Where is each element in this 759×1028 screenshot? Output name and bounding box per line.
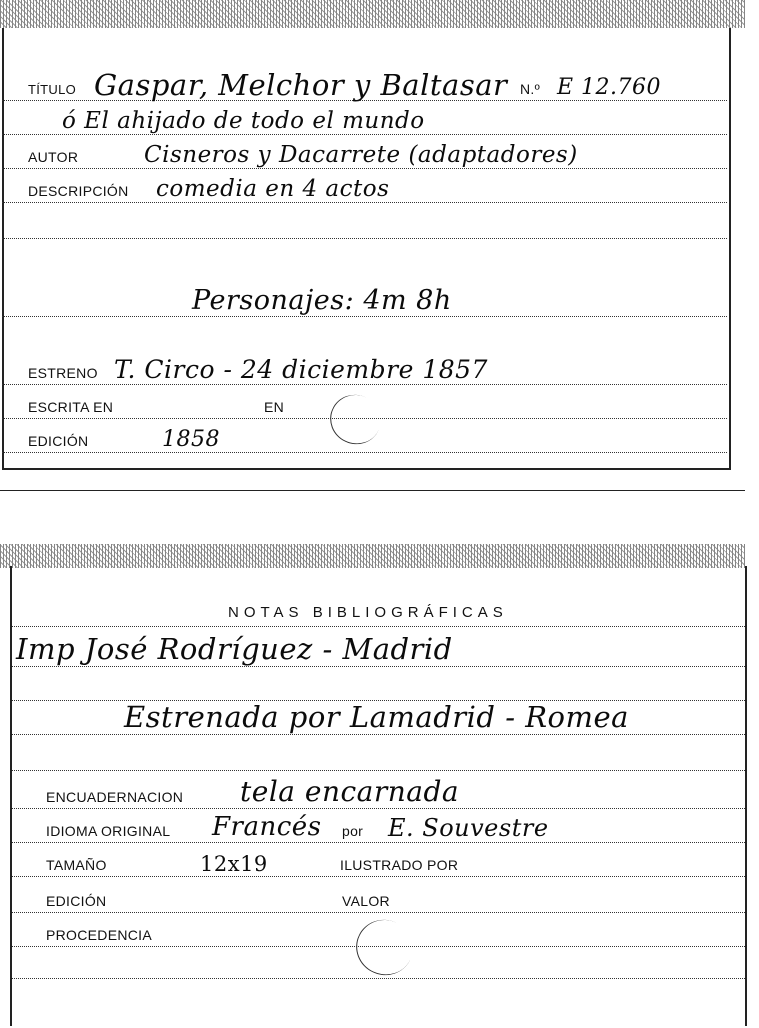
estreno-row <box>2 355 727 385</box>
por-value: E. Souvestre <box>388 814 549 842</box>
autor-label: AUTOR <box>28 149 79 165</box>
titulo-value: Gaspar, Melchor y Baltasar <box>94 68 508 102</box>
nota-1-value: Imp José Rodríguez - Madrid <box>16 632 453 666</box>
edicion-value: 1858 <box>162 427 220 452</box>
nota-2-row <box>12 700 745 735</box>
idioma-label: IDIOMA ORIGINAL <box>46 823 171 839</box>
blank-row-2 <box>12 674 745 701</box>
tamano-label: TAMAÑO <box>46 857 107 873</box>
titulo-row <box>2 68 727 102</box>
notas-title-rule <box>12 600 745 627</box>
card-top-speckle-edge <box>0 0 745 28</box>
card-bottom-speckle-edge <box>0 544 745 568</box>
personajes-value: Personajes: 4m 8h <box>192 285 452 316</box>
escrita-label: ESCRITA EN <box>28 399 114 415</box>
notas-title: NOTAS BIBLIOGRÁFICAS <box>228 604 508 621</box>
idioma-value: Francés <box>212 812 322 842</box>
procedencia-label: PROCEDENCIA <box>46 927 152 943</box>
numero-value: E 12.760 <box>557 75 662 100</box>
encuadernacion-value: tela encarnada <box>240 775 460 808</box>
titulo-label: TÍTULO <box>28 82 77 97</box>
estreno-label: ESTRENO <box>28 365 98 381</box>
autor-value: Cisneros y Dacarrete (adaptadores) <box>144 142 578 168</box>
por-label: por <box>342 823 364 839</box>
descripcion-row <box>2 176 727 203</box>
escrita-en-label: EN <box>264 399 285 415</box>
numero-label: N.º <box>520 81 541 97</box>
idioma-row <box>12 812 745 843</box>
nota-2-value: Estrenada por Lamadrid - Romea <box>124 700 629 734</box>
tamano-value: 12x19 <box>200 852 268 876</box>
encuadernacion-row <box>12 775 745 809</box>
card-separator <box>0 490 745 491</box>
ilustrado-label: ILUSTRADO POR <box>340 857 459 873</box>
edicion-bottom-row <box>12 886 745 913</box>
estreno-value: T. Circo - 24 diciembre 1857 <box>114 355 488 384</box>
autor-row <box>2 142 727 169</box>
subtitulo-row <box>2 108 727 135</box>
blank-row-1 <box>2 212 727 239</box>
descripcion-label: DESCRIPCIÓN <box>28 183 129 199</box>
catalog-card-top <box>0 0 759 495</box>
edicion-label: EDICIÓN <box>28 433 89 449</box>
valor-label: VALOR <box>342 893 390 909</box>
tamano-row <box>12 850 745 877</box>
encuadernacion-label: ENCUADERNACION <box>46 789 184 805</box>
edicion-bottom-label: EDICIÓN <box>46 893 107 909</box>
subtitulo-value: ó El ahijado de todo el mundo <box>62 108 425 134</box>
blank-row-3 <box>12 744 745 771</box>
personajes-row <box>2 285 727 317</box>
descripcion-value: comedia en 4 actos <box>156 176 390 202</box>
nota-1-row <box>12 632 745 667</box>
